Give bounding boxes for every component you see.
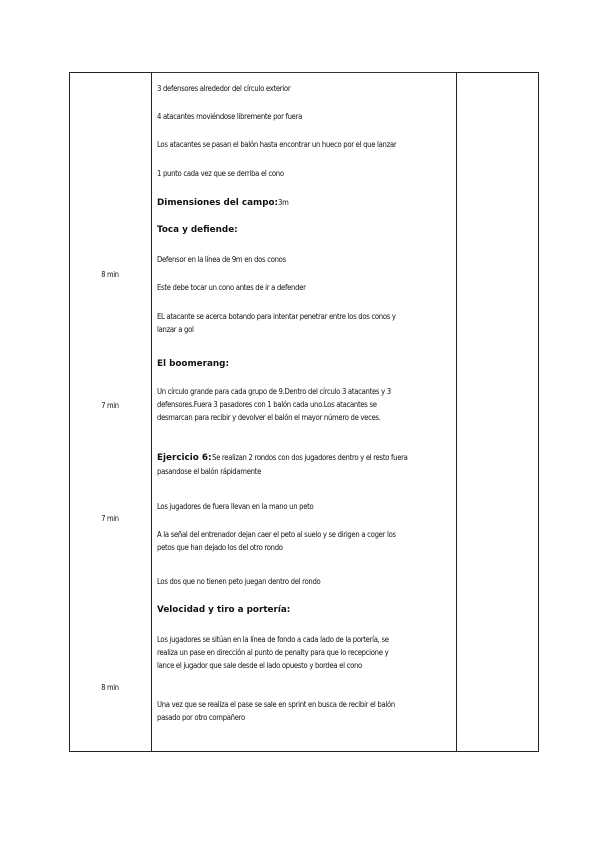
column-divider-notes: [456, 72, 457, 752]
text-paragraph: Una vez que se realiza el pase se sale en sprint en busca de recibir el balón pasado por otro compañero: [157, 700, 395, 722]
text-line: Este debe tocar un cono antes de ir a defender: [157, 283, 306, 292]
time-cell-2: 7 min: [101, 400, 119, 410]
text-paragraph: Los jugadores se sitúan en la línea de fondo a cada lado de la portería, se realiza un pase en dirección al punto de penalty para que lo recepcione y lance el jugador que sale desde el lado opuesto y bordea el cono: [157, 635, 389, 670]
top-dotted-border: [152, 72, 457, 73]
column-divider-time: [151, 72, 152, 752]
field-dimensions: [157, 196, 453, 210]
text-paragraph: EL atacante se acerca botando para intentar penetrar entre los dos conos y lanzar a gol: [157, 312, 396, 334]
activity-table: [69, 72, 600, 752]
text-line: Defensor en la línea de 9m en dos conos: [157, 255, 286, 264]
time-cell-1: 8 min: [101, 269, 119, 279]
exercise-6-label: Ejercicio 6:: [157, 453, 212, 463]
text-line: 3 defensores alrededor del círculo exterior: [157, 84, 291, 93]
text-paragraph: A la señal del entrenador dejan caer el peto al suelo y se dirigen a coger los petos que han dejado los del otro rondo: [157, 530, 396, 552]
heading-toca-y-defiende: Toca y defiende:: [157, 225, 238, 235]
time-cell-3: 7 min: [101, 513, 119, 523]
text-line: Los jugadores de fuera llevan en la mano un peto: [157, 502, 314, 511]
field-dimensions-value: 3m: [278, 198, 289, 207]
field-dimensions-label: Dimensiones del campo:: [157, 198, 279, 208]
text-paragraph: Un círculo grande para cada grupo de 9.Dentro del círculo 3 atacantes y 3 defensores.Fuera 3 pasadores con 1 balón cada uno.Los atacantes se desmarcan para recibir y devolver el balón el mayor número de veces.: [157, 387, 391, 422]
exercise-6: Ejercicio 6:Se realizan 2 rondos con dos jugadores dentro y el resto fuera pasandose el balón rápidamente: [157, 453, 408, 476]
text-line: 1 punto cada vez que se derriba el cono: [157, 169, 284, 178]
text-line: 4 atacantes moviéndose libremente por fuera: [157, 112, 303, 121]
heading-velocidad-y-tiro: Velocidad y tiro a portería:: [157, 605, 291, 615]
text-line: Los atacantes se pasan el balón hasta encontrar un hueco por el que lanzar: [157, 140, 397, 149]
time-cell-4: 8 min: [101, 682, 119, 692]
text-line: Los dos que no tienen peto juegan dentro del rondo: [157, 577, 321, 586]
heading-el-boomerang: El boomerang:: [157, 359, 229, 369]
